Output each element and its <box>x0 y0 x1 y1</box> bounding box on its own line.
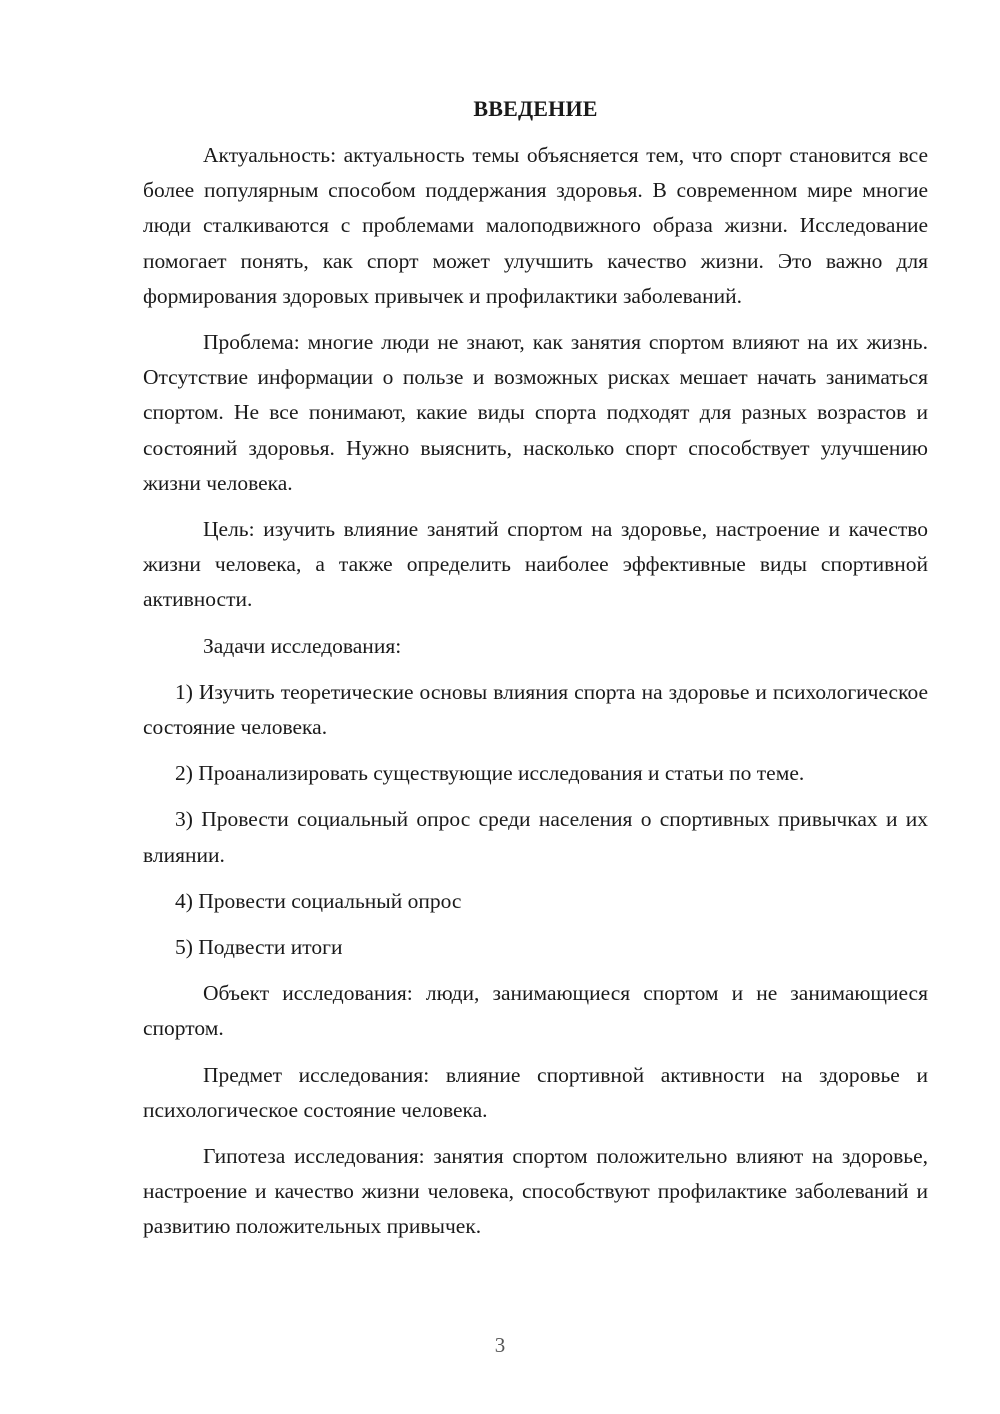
tasks-heading: Задачи исследования: <box>203 633 402 658</box>
task-item-3: 3) Провести социальный опрос среди населения о спортивных привычках и их влиянии. <box>143 807 928 867</box>
paragraph-goal: Цель: изучить влияние занятий спортом на здоровье, настроение и качество жизни человека, а также определить наиболее эффективные виды спортивной активности. <box>143 517 928 612</box>
task-item-4: 4) Провести социальный опрос <box>175 888 462 913</box>
paragraph-problem: Проблема: многие люди не знают, как занятия спортом влияют на их жизнь. Отсутствие информации о пользе и возможных рисках мешает начать заниматься спортом. Не все понимают, какие виды спорта подходят для разных возрастов и состояний здоровья. Нужно выяснить, насколько спорт способствует улучшению жизни человека. <box>143 330 928 495</box>
paragraph-object: Объект исследования: люди, занимающиеся спортом и не занимающиеся спортом. <box>143 981 928 1041</box>
page-number: 3 <box>494 1333 506 1357</box>
paragraph-subject: Предмет исследования: влияние спортивной активности на здоровье и психологическое состояние человека. <box>143 1062 928 1122</box>
page-title: ВВЕДЕНИЕ <box>473 96 598 121</box>
paragraph-hypothesis: Гипотеза исследования: занятия спортом положительно влияют на здоровье, настроение и качество жизни человека, способствуют профилактике заболеваний и развитию положительных привычек. <box>143 1144 928 1239</box>
document-page <box>143 94 928 1245</box>
paragraph-relevance: Актуальность: актуальность темы объясняется тем, что спорт становится все более популярным способом поддержания здоровья. В современном мире многие люди сталкиваются с проблемами малоподвижного образа жизни. Исследование помогает понять, как спорт может улучшить качество жизни. Это важно для формирования здоровых привычек и профилактики заболеваний. <box>143 143 928 308</box>
task-item-2: 2) Проанализировать существующие исследования и статьи по теме. <box>175 761 805 786</box>
task-item-1: 1) Изучить теоретические основы влияния спорта на здоровье и психологическое состояние человека. <box>143 679 928 740</box>
task-item-5: 5) Подвести итоги <box>175 935 343 960</box>
